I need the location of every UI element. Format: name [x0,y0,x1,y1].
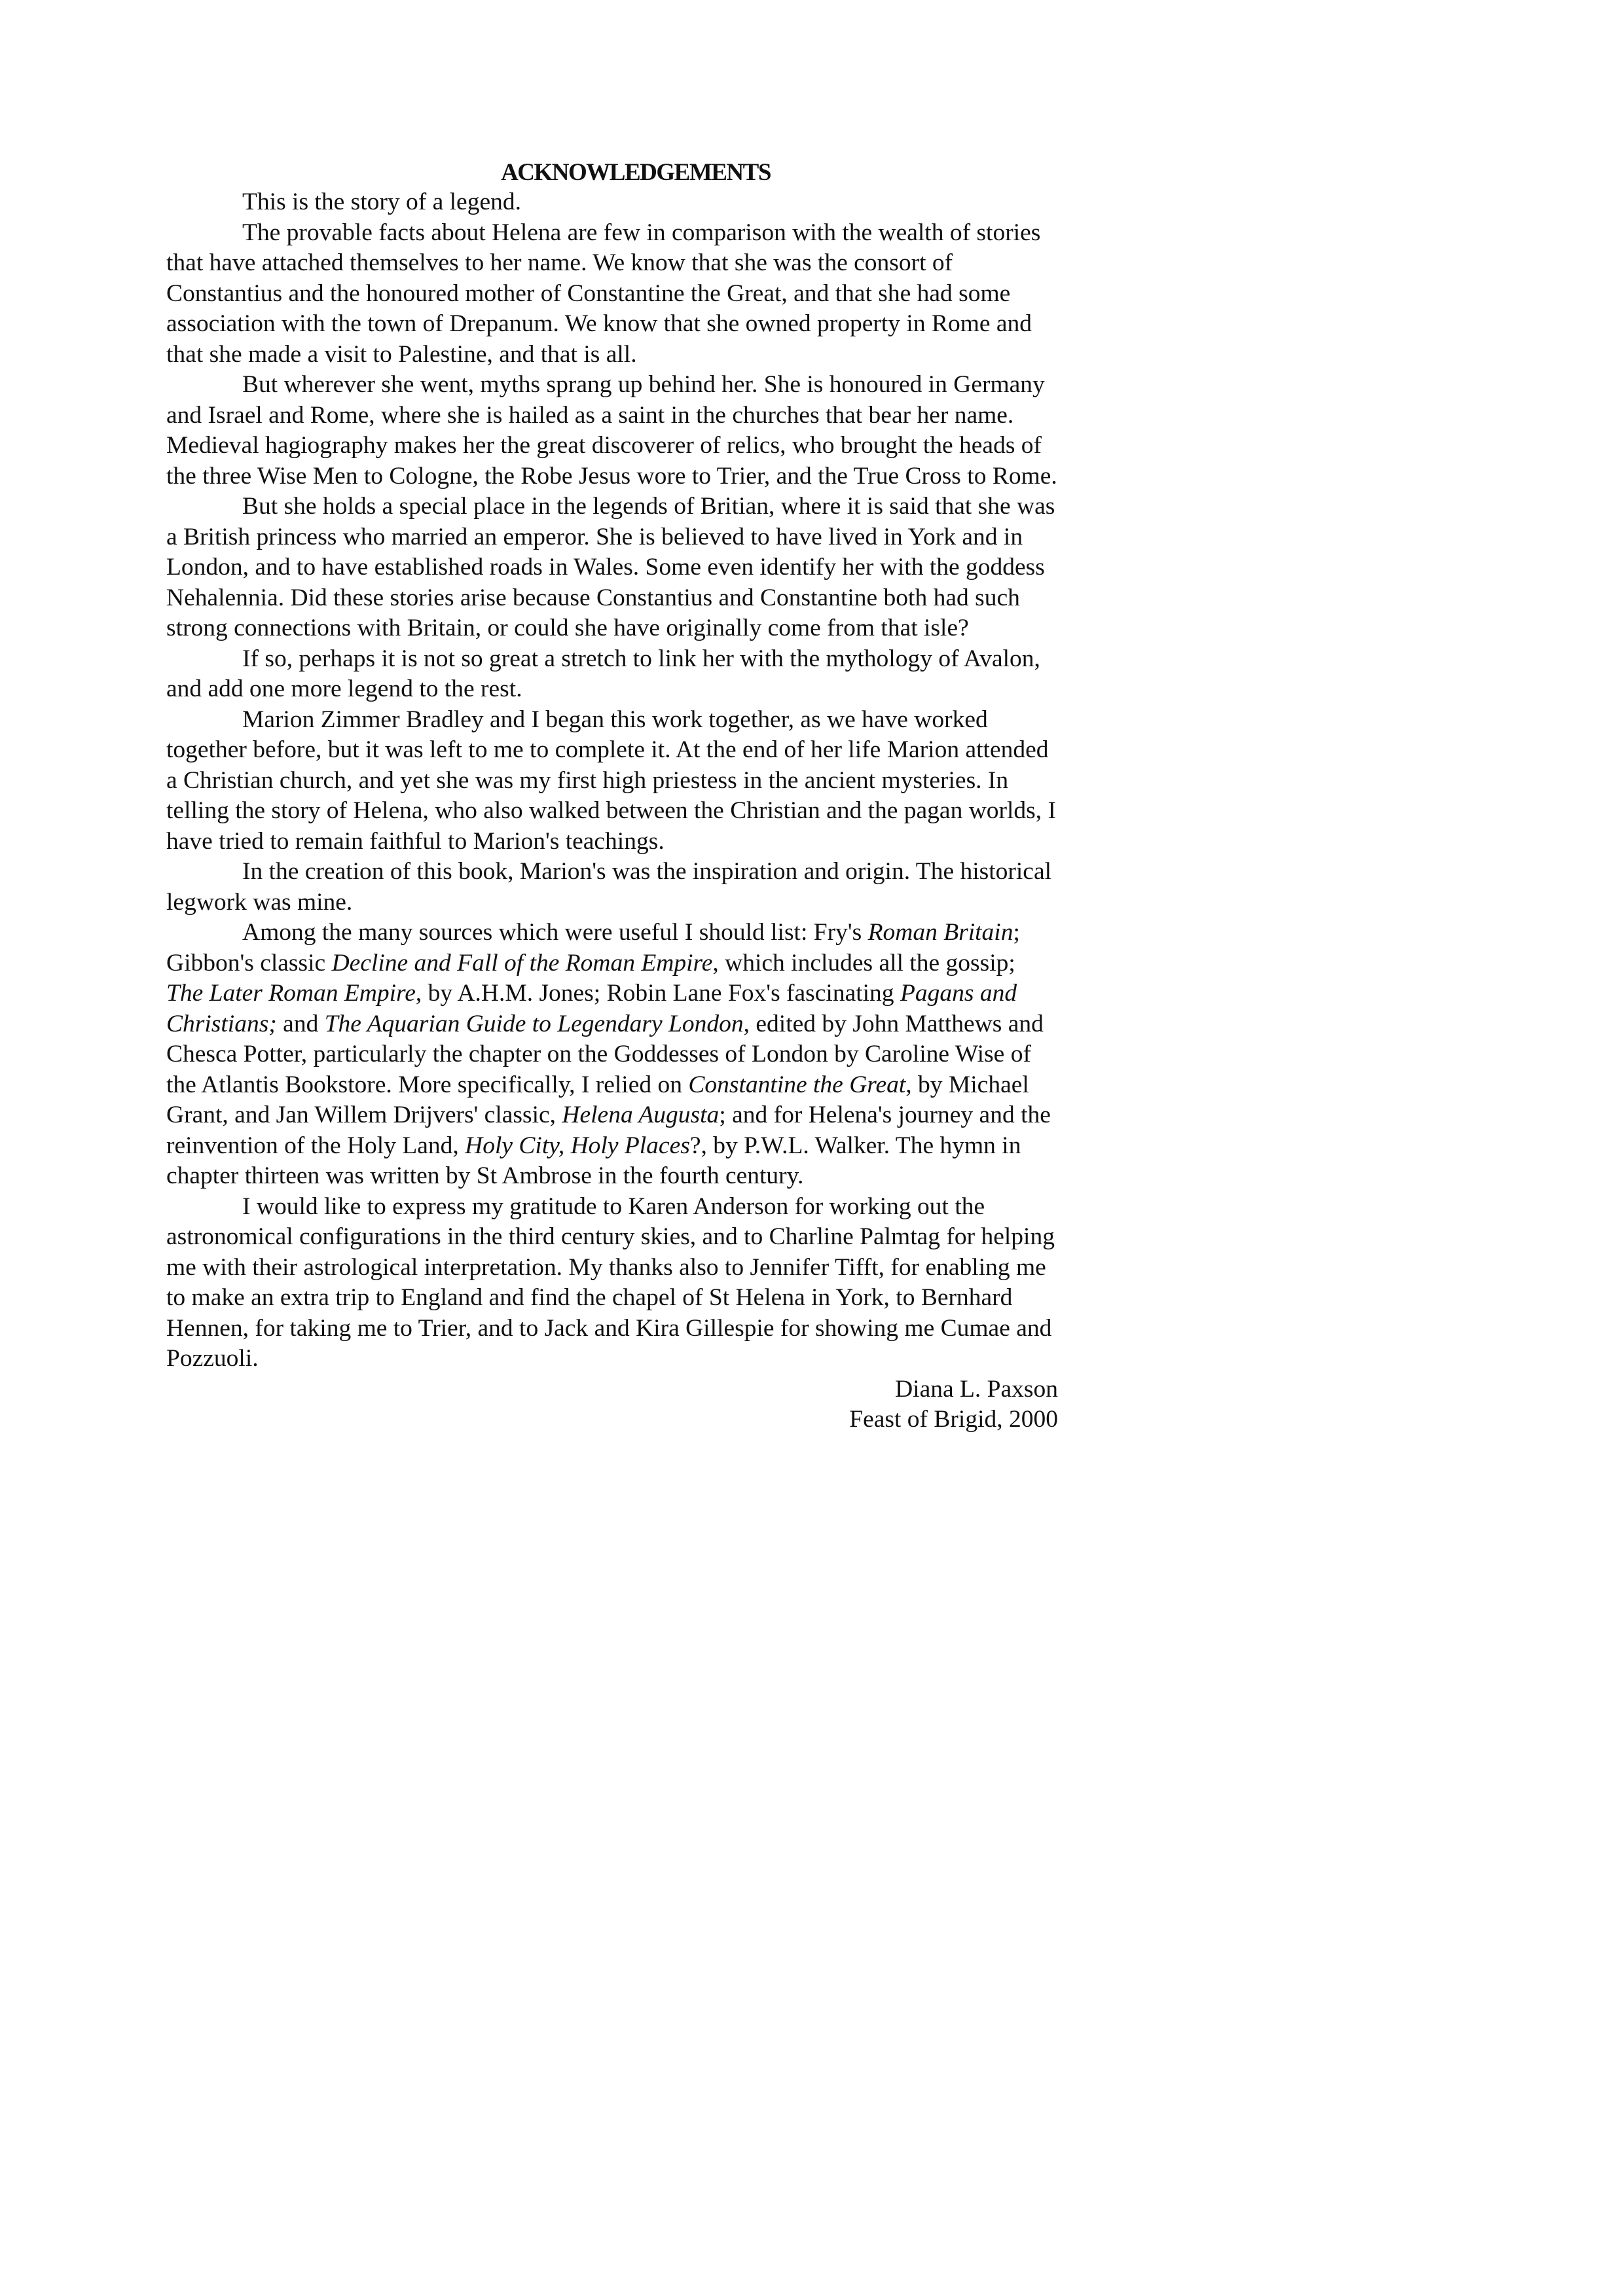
page-title: ACKNOWLEDGEMENTS [501,159,771,186]
book-title-roman-britain: Roman Britain [867,919,1013,946]
signature-date: Feast of Brigid, 2000 [849,1406,1058,1433]
text-segment: , edited by John Matthews and Chesca Potter, particularly the chapter on the Goddesses of London by Caroline Wise of the Atlantis Bookstore. More specifically, I relied on [166,1010,1044,1098]
text-segment: , by Michael Grant, and Jan Willem Drijvers' classic, [166,1071,1029,1128]
signature-author: Diana L. Paxson [895,1375,1058,1403]
acknowledgements-page [166,157,1058,1435]
text-segment: ; and for Helena's journey and the reinvention of the Holy Land, [166,1102,1051,1159]
paragraph-9: I would like to express my gratitude to Karen Anderson for working out the astronomical configurations in the third century skies, and to Charline Palmtag for helping me with their astrological interpretation. My thanks also to Jennifer Tifft, for enabling me to make an extra trip to England and find the chapel of St Helena in York, to Bernhard Hennen, for taking me to Trier, and to Jack and Kira Gillespie for showing me Cumae and Pozzuoli. [166,1193,1055,1372]
book-title-aquarian-guide: The Aquarian Guide to Legendary London [324,1010,744,1037]
book-title-later-roman-empire: The Later Roman Empire [166,980,416,1007]
text-segment: , by A.H.M. Jones; Robin Lane Fox's fascinating [415,980,900,1007]
text-segment: ?, by P.W.L. Walker. The hymn in chapter thirteen was written by St Ambrose in the fourth century. [166,1132,1021,1189]
book-title-pagans-and-christians: Pagans and Christians; [166,980,1017,1037]
text-segment: and [276,1010,325,1037]
text-segment: ; Gibbon's classic [166,919,1020,977]
paragraph-1: This is the story of a legend. [242,188,521,215]
paragraph-2: The provable facts about Helena are few in comparison with the wealth of stories that have attached themselves to her name. We know that she was the consort of Constantius and the honoured mother of Constantine the Great, and that she had some association with the town of Drepanum. We know that she owned property in Rome and that she made a visit to Palestine, and that is all. [166,219,1041,368]
paragraph-5: If so, perhaps it is not so great a stretch to link her with the mythology of Avalon, and add one more legend to the rest. [166,645,1040,702]
paragraph-3: But wherever she went, myths sprang up behind her. She is honoured in Germany and Israel and Rome, where she is hailed as a saint in the churches that bear her name. Medieval hagiography makes her the great discoverer of relics, who brought the heads of the three Wise Men to Cologne, the Robe Jesus wore to Trier, and the True Cross to Rome. [166,371,1057,490]
book-title-helena-augusta: Helena Augusta [562,1102,720,1128]
paragraph-7: In the creation of this book, Marion's was the inspiration and origin. The historical legwork was mine. [166,858,1052,916]
paragraph-4: But she holds a special place in the legends of Britian, where it is said that she was a British princess who married an emperor. She is believed to have lived in York and in London, and to have established roads in Wales. Some even identify her with the goddess Nehalennia. Did these stories arise because Constantius and Constantine both had such strong connections with Britain, or could she have originally come from that isle? [166,493,1055,641]
paragraph-8-sources [166,918,1058,1192]
book-title-holy-city-holy-places: Holy City, Holy Places [465,1132,690,1159]
book-title-constantine-the-great: Constantine the Great [688,1071,906,1098]
text-segment: Among the many sources which were useful I should list: Fry's [242,919,868,946]
paragraph-6: Marion Zimmer Bradley and I began this work together, as we have worked together before, but it was left to me to complete it. At the end of her life Marion attended a Christian church, and yet she was my first high priestess in the ancient mysteries. In telling the story of Helena, who also walked between the Christian and the pagan worlds, I have tried to remain faithful to Marion's teachings. [166,706,1057,855]
book-title-decline-and-fall: Decline and Fall of the Roman Empire [331,949,713,977]
text-segment: , which includes all the gossip; [712,949,1015,977]
